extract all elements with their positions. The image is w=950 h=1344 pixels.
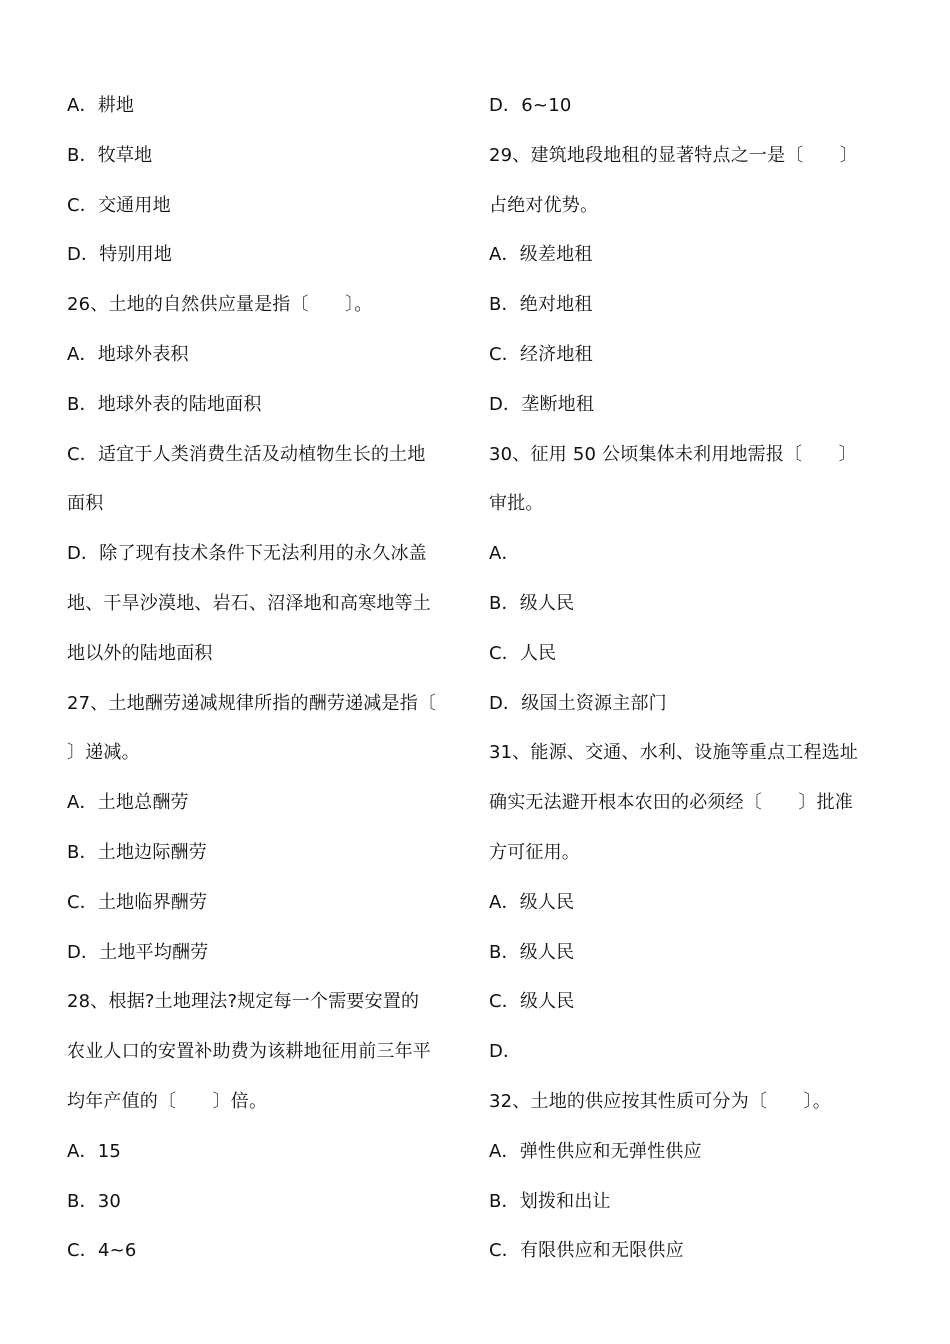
question-29: 29、建筑地段地租的显著特点之一是〔 〕 (489, 144, 859, 166)
text-line: D．除了现有技术条件下无法利用的永久冰盖 (67, 543, 427, 565)
text-line: 确实无法避开根本农田的必须经〔 〕批准 (489, 792, 853, 814)
text-line: A．弹性供应和无弹性供应 (489, 1140, 702, 1162)
text-line: C．人民 (489, 642, 557, 664)
text-line: C．有限供应和无限供应 (489, 1240, 684, 1262)
text-line: B．级人民 (489, 941, 575, 963)
text-line: B．牧草地 (67, 144, 153, 166)
text-line: C．土地临界酬劳 (67, 891, 208, 913)
text-line: C．适宜于人类消费生活及动植物生长的土地 (67, 443, 426, 465)
text-line: A． (489, 543, 520, 565)
text-line: C．交通用地 (67, 194, 171, 216)
question-28: 28、根据?土地理法?规定每一个需要安置的 (67, 991, 420, 1013)
text-line: A．级人民 (489, 891, 575, 913)
text-line: 占绝对优势。 (489, 194, 599, 216)
text-line: D．特别用地 (67, 244, 173, 266)
right-column (489, 81, 884, 1276)
text-line: A．耕地 (67, 95, 135, 116)
text-line: B．土地边际酬劳 (67, 841, 207, 863)
text-line: 均年产值的〔 〕倍。 (67, 1090, 268, 1112)
text-line: 审批。 (489, 493, 544, 515)
text-line: 农业人口的安置补助费为该耕地征用前三年平 (67, 1041, 431, 1063)
question-31: 31、能源、交通、水利、设施等重点工程选址 (489, 742, 859, 764)
text-line: B．30 (67, 1190, 122, 1212)
text-line: 〕递减。 (67, 742, 140, 764)
text-line: B．绝对地租 (489, 294, 593, 316)
text-line: 地以外的陆地面积 (67, 642, 213, 664)
question-27: 27、土地酬劳递减规律所指的酬劳递减是指〔 (67, 692, 437, 714)
text-line: 方可征用。 (489, 841, 580, 863)
text-line: D．6~10 (489, 95, 572, 116)
text-line: A．级差地租 (489, 244, 593, 266)
question-30: 30、征用 50 公顷集体未利用地需报〔 〕 (489, 443, 857, 465)
text-line: B．地球外表的陆地面积 (67, 393, 262, 415)
text-line: A．土地总酬劳 (67, 792, 189, 814)
text-line: D．垄断地租 (489, 393, 595, 415)
text-line: C．经济地租 (489, 343, 593, 365)
text-line: C．级人民 (489, 991, 575, 1013)
text-line: B．级人民 (489, 592, 575, 614)
text-line: D．土地平均酬劳 (67, 941, 209, 963)
text-line: 面积 (67, 493, 104, 515)
text-line: C．4~6 (67, 1240, 137, 1262)
text-line: A．地球外表积 (67, 343, 189, 365)
text-line: B．划拨和出让 (489, 1190, 611, 1212)
question-32: 32、土地的供应按其性质可分为〔 〕。 (489, 1090, 831, 1112)
left-column (67, 81, 459, 1276)
text-line: D． (489, 1041, 522, 1063)
text-line: 地、干旱沙漠地、岩石、沼泽地和高寒地等土 (67, 592, 431, 614)
question-26: 26、土地的自然供应量是指〔 〕。 (67, 294, 373, 316)
text-line: A．15 (67, 1140, 122, 1162)
text-line: D．级国土资源主部门 (489, 692, 667, 714)
